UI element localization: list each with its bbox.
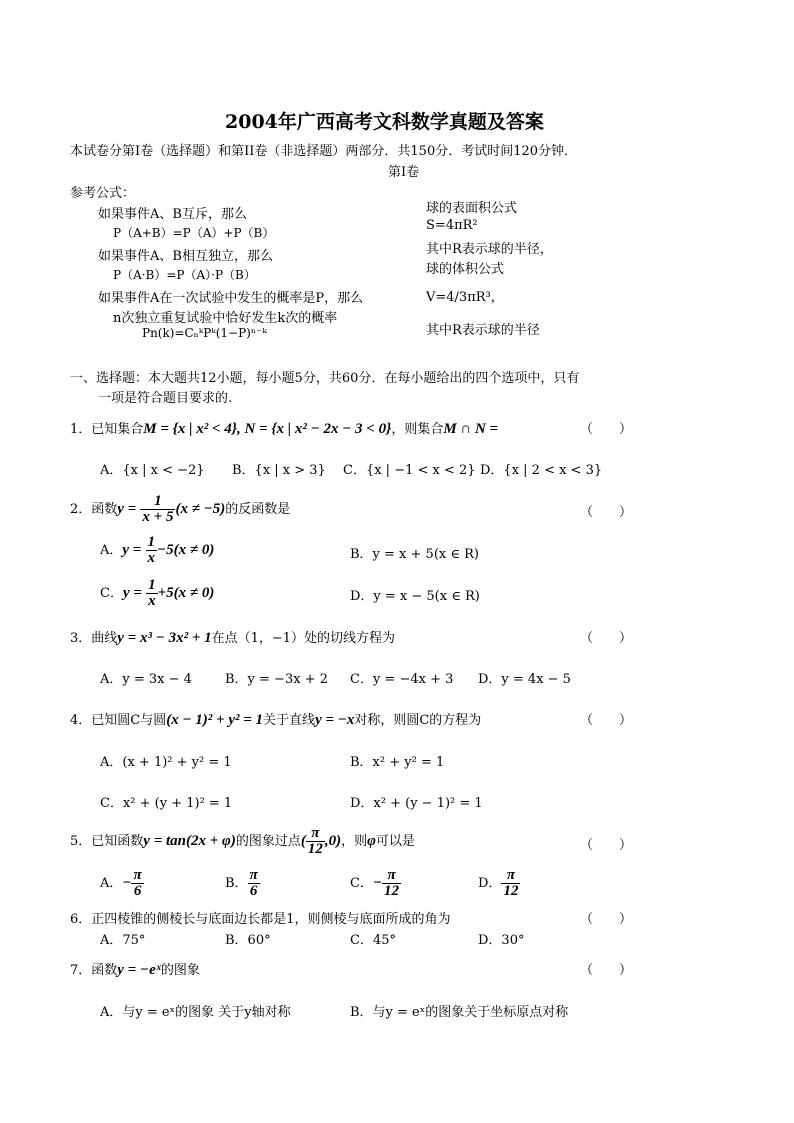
option-a: A．− $\frac{\pi}{6}$ [100,867,142,899]
formula-left-line: P（A·B）=P（A）·P（B） [113,268,256,282]
option-c: C．y = $\frac{1}{x}$ +5(x ≠ 0) [100,577,215,609]
formula-left-line: 如果事件A、B相互独立，那么 [98,249,273,264]
option-d: D．y = x − 5(x ∈ R) [350,589,480,604]
binomial-formula: Pn(k)=CₙᵏPᵏ(1−P)ⁿ⁻ᵏ [142,326,267,340]
math-expression: M ∩ N = [443,421,499,437]
option-d: D． $\frac{\pi}{12}$ [478,867,519,899]
page-title: 2004年广西高考文科数学真题及答案 [225,111,544,133]
option-a: A．y = 3x − 4 [100,672,192,687]
option-a: A．{x | x < −2} [100,463,205,478]
fraction: $\frac{1}{x + 5}$ [142,493,174,525]
option-d: D．{x | 2 < x < 3} [480,463,603,478]
math-expression: M = {x | x² < 4}, N = {x | x² − 2x − 3 < 0} [143,421,392,437]
option-c: C．x² + (y + 1)² = 1 [100,796,233,811]
exam-intro: 本试卷分第I卷（选择题）和第II卷（非选择题）两部分．共150分．考试时间120分钟． [70,144,578,159]
option-b: B． $\frac{\pi}{6}$ [225,867,258,899]
option-c: C．y = −4x + 3 [350,672,454,687]
formula-right-line: 球的表面积公式 [426,201,518,216]
formula-right-line: 球的体积公式 [426,262,505,277]
option-a: A．75° [100,933,146,948]
option-d: D．x² + (y − 1)² = 1 [350,796,483,811]
answer-bracket: （ ） [580,631,633,646]
formula-heading: 参考公式： [70,186,136,201]
answer-bracket: （ ） [580,713,633,728]
option-d: D．30° [478,933,525,948]
answer-bracket: （ ） [580,963,633,978]
question-2: 2．函数y = $\frac{1}{x + 5}$ (x ≠ −5)的反函数是 [70,493,291,525]
answer-bracket: （ ） [580,422,633,437]
option-c: C．− $\frac{\pi}{12}$ [350,867,400,899]
formula-left-line: n次独立重复试验中恰好发生k次的概率 [113,311,338,326]
option-d: D．y = 4x − 5 [478,672,571,687]
option-b: B．{x | x > 3} [232,463,326,478]
question-7: 7．函数y = −eˣ的图象 [70,962,200,978]
option-a: A．与y = eˣ的图象 关于y轴对称 [100,1005,291,1020]
option-a: A．y = $\frac{1}{x}$ −5(x ≠ 0) [100,534,215,566]
option-b: B．x² + y² = 1 [350,755,445,770]
question-3: 3．曲线y = x³ − 3x² + 1在点（1，−1）处的切线方程为 [70,630,396,646]
part-label: 第I卷 [388,165,420,180]
section-heading: 一、选择题：本大题共12小题，每小题5分，共60分．在每小题给出的四个选项中，只有 [70,371,580,386]
question-6: 6．正四棱锥的侧棱长与底面边长都是1，则侧棱与底面所成的角为 [70,912,451,927]
formula-left-line: 如果事件A、B互斥，那么 [98,207,247,222]
question-4: 4．已知圆C与圆(x − 1)² + y² = 1关于直线y = −x对称，则圆C的方程为 [70,712,482,728]
option-b: B．60° [225,933,271,948]
formula-right-line: 其中R表示球的半径， [426,242,553,257]
option-a: A．(x + 1)² + y² = 1 [100,755,232,770]
option-b: B．与y = eˣ的图象关于坐标原点对称 [350,1005,569,1020]
section-heading-cont: 一项是符合题目要求的. [98,391,233,406]
option-b: B．y = x + 5(x ∈ R) [350,547,479,562]
answer-bracket: （ ） [580,912,633,927]
answer-bracket: （ ） [580,505,633,520]
sphere-volume-formula: V=4/3πR³， [426,290,504,305]
sphere-area-formula: S=4πR² [426,218,478,233]
answer-bracket: （ ） [580,838,633,853]
question-1: 1．已知集合M = {x | x² < 4}, N = {x | x² − 2x − 3 < 0}，则集合M ∩ N = [70,421,499,437]
option-c: C．{x | −1 < x < 2} [343,463,476,478]
option-c: C．45° [350,933,396,948]
question-5: 5．已知函数y = tan(2x + φ)的图象过点( $\frac{\pi}{12}$ ,0)，则φ可以是 [70,825,415,857]
option-b: B．y = −3x + 2 [225,672,328,687]
formula-left-line: 如果事件A在一次试验中发生的概率是P，那么 [98,291,364,306]
formula-right-line: 其中R表示球的半径 [426,323,540,338]
formula-left-line: P（A+B）=P（A）+P（B） [113,226,275,240]
